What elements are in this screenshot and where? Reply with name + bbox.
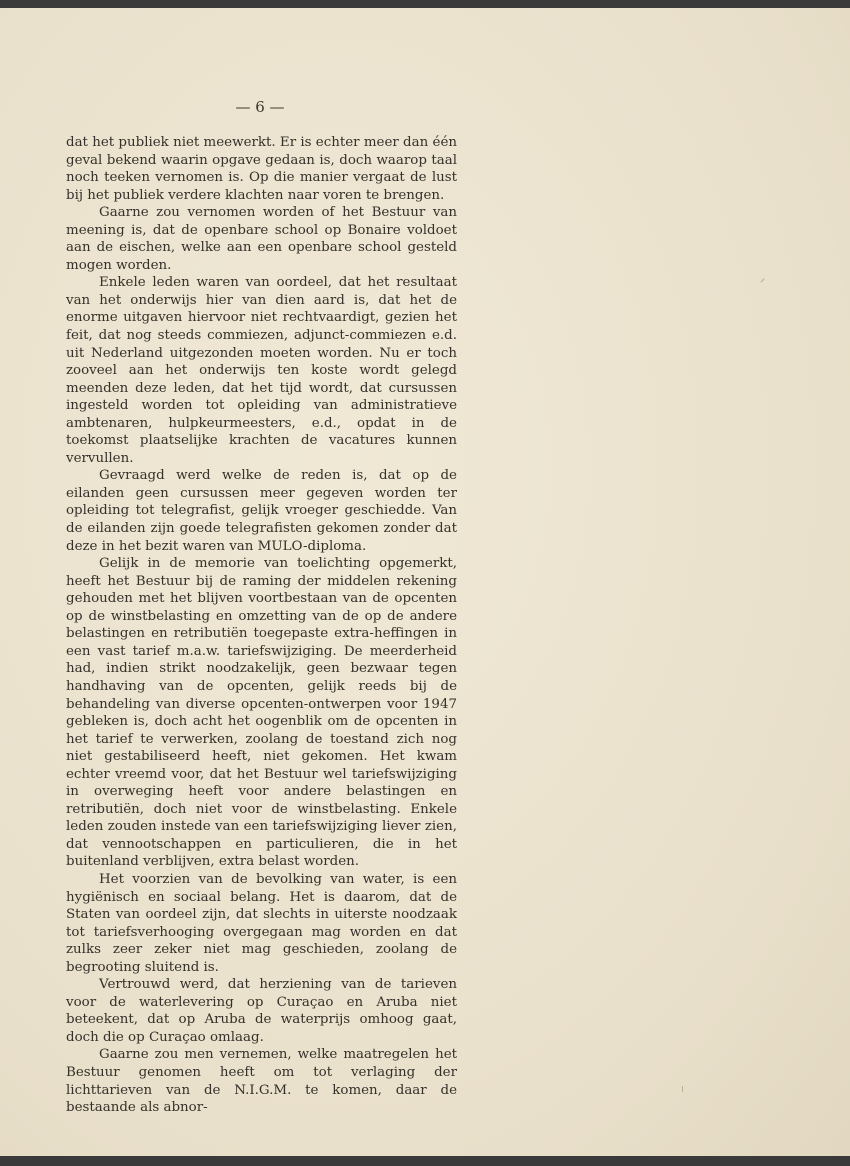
paper-speck xyxy=(682,1086,683,1092)
paper-speck xyxy=(760,278,764,282)
paragraph-7: Vertrouwd werd, dat herziening van de tarieven voor de waterlevering op Curaçao en Aruba niet beteekent, dat op Aruba de waterprijs omhoog gaat, doch die op Curaçao omlaag. xyxy=(66,977,457,1045)
page-number: — 6 — xyxy=(235,98,285,116)
paragraph-6: Het voorzien van de bevolking van water, is een hygiënisch en sociaal belang. Het is daarom, dat de Staten van oordeel zijn, dat slechts in uiterste noodzaak tot tariefsverhooging overgegaan mag worden en dat zulks zeer zeker niet mag geschieden, zoolang de begrooting sluitend is. xyxy=(66,871,457,975)
paragraph-3: Enkele leden waren van oordeel, dat het resultaat van het onderwijs hier van dien aard is, dat het de enorme uitgaven hiervoor niet rechtvaardigt, gezien het feit, dat nog steeds commiezen, adjunct-commiezen e.d. uit Nederland uitgezonden moeten worden. Nu er toch zooveel aan het onderwijs ten koste wordt gelegd meenden deze leden, dat het tijd wordt, dat cursussen ingesteld worden tot opleiding van administratieve ambtenaren, hulpkeurmeesters, e.d., opdat in de toekomst plaatselijke krachten de vacatures kunnen vervullen. xyxy=(66,275,457,466)
paragraph-1: dat het publiek niet meewerkt. Er is echter meer dan één geval bekend waarin opgave gedaan is, doch waarop taal noch teeken vernomen is. Op die manier vergaat de lust bij het publiek verdere klachten naar voren te brengen. xyxy=(66,135,457,203)
body-text xyxy=(66,134,457,1117)
paragraph-8: Gaarne zou men vernemen, welke maatregelen het Bestuur genomen heeft om tot verlaging der lichttarieven van de N.I.G.M. te komen, daar de bestaande als abnor- xyxy=(66,1047,457,1116)
paragraph-5: Gelijk in de memorie van toelichting opgemerkt, heeft het Bestuur bij de raming der middelen rekening gehouden met het blijven voortbestaan van de opcenten op de winstbelasting en omzetting van de op de andere belastingen en retributiën toegepaste extra-heffingen in een vast tarief m.a.w. tariefswijziging. De meerderheid had, indien strikt noodzakelijk, geen bezwaar tegen handhaving van de opcenten, gelijk reeds bij de behandeling van diverse opcenten-ontwerpen voor 1947 gebleken is, doch acht het oogenblik om de opcenten in het tarief te verwerken, zoolang de toestand zich nog niet gestabiliseerd heeft, niet gekomen. Het kwam echter vreemd voor, dat het Bestuur wel tariefswijziging in overweging heeft voor andere belastingen en retributiën, doch niet voor de winstbelasting. Enkele leden zouden instede van een tariefswijziging liever zien, dat vennootschappen en particulieren, die in het buitenland verblijven, extra belast worden. xyxy=(66,556,457,870)
paragraph-2: Gaarne zou vernomen worden of het Bestuur van meening is, dat de openbare school op Bonaire voldoet aan de eischen, welke aan een openbare school gesteld mogen worden. xyxy=(66,205,457,273)
paragraph-4: Gevraagd werd welke de reden is, dat op de eilanden geen cursussen meer gegeven worden ter opleiding tot telegrafist, gelijk vroeger geschiedde. Van de eilanden zijn goede telegrafisten gekomen zonder dat deze in het bezit waren van MULO-diploma. xyxy=(66,468,457,554)
document-page xyxy=(0,8,850,1156)
